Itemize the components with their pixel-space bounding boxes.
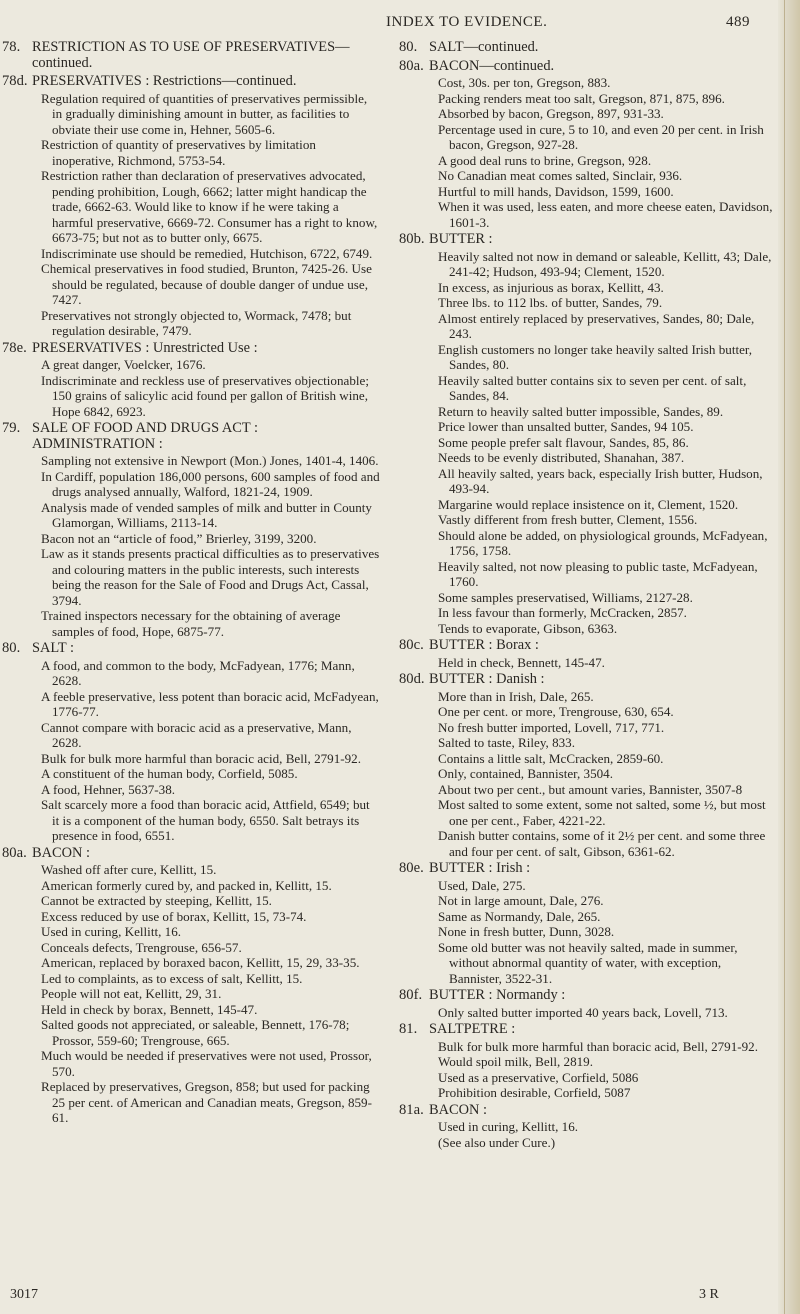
index-entry: Return to heavily salted butter impossible, Sandes, 89. bbox=[438, 403, 724, 419]
index-entry: Cost, 30s. per ton, Gregson, 883. bbox=[438, 75, 611, 90]
index-entry: American, replaced by boraxed bacon, Kellitt, 15, 29, 33-35. bbox=[41, 955, 360, 970]
section-number: 81. bbox=[399, 1021, 418, 1037]
index-entry: Much would be needed if preservatives were not used, Prossor, 570. bbox=[41, 1048, 372, 1079]
index-entry: Cannot compare with boracic acid as a preservative, Mann, 2628. bbox=[41, 719, 352, 750]
index-entry: Some people prefer salt flavour, Sandes, 85, 86. bbox=[438, 434, 689, 450]
index-entry: Analysis made of vended samples of milk and butter in County Glamorgan, Williams, 2113-14. bbox=[41, 499, 372, 530]
index-section bbox=[399, 861, 773, 986]
section-number: 80b. bbox=[399, 231, 425, 247]
section-number: 80. bbox=[2, 640, 21, 656]
section-body bbox=[32, 40, 380, 72]
index-entry: Regulation required of quantities of preservatives permissible, in gradually diminishing amount in butter, as facilities to obviate their use come in, Hehner, 5605-6. bbox=[41, 90, 368, 137]
index-entry: Salted to taste, Riley, 833. bbox=[438, 735, 575, 750]
section-number: 78. bbox=[2, 39, 21, 55]
section-body bbox=[429, 40, 773, 57]
section-heading: BACON—continued. bbox=[429, 57, 555, 74]
index-entry: People will not eat, Kellitt, 29, 31. bbox=[41, 986, 222, 1001]
index-entry: All heavily salted, years back, especially Irish butter, Hudson, 493-94. bbox=[438, 465, 763, 496]
index-entry: Excess reduced by use of borax, Kellitt, 15, 73-74. bbox=[41, 908, 307, 924]
index-section bbox=[2, 40, 380, 72]
section-body bbox=[32, 74, 380, 339]
index-entry: More than in Irish, Dale, 265. bbox=[438, 688, 594, 704]
section-body bbox=[429, 638, 773, 670]
index-entry: Salted goods not appreciated, or saleable, Bennett, 176-78; Prossor, 559-60; Trengrouse, 665. bbox=[41, 1017, 350, 1048]
index-entry: Restriction of quantity of preservatives by limitation inoperative, Richmond, 5753-54. bbox=[41, 137, 316, 168]
section-heading: SALE OF FOOD AND DRUGS ACT : ADMINISTRATION : bbox=[32, 420, 259, 452]
section-heading: PRESERVATIVES : Unrestricted Use : bbox=[32, 339, 258, 356]
index-entry: Margarine would replace insistence on it, Clement, 1520. bbox=[438, 496, 739, 512]
index-entry: Needs to be evenly distributed, Shanahan, 387. bbox=[438, 450, 685, 465]
section-body bbox=[429, 59, 773, 231]
index-entry: Packing renders meat too salt, Gregson, 871, 875, 896. bbox=[438, 90, 725, 106]
index-entry: Held in check by borax, Bennett, 145-47. bbox=[41, 1001, 258, 1017]
index-entry: In Cardiff, population 186,000 persons, 600 samples of food and drugs analysed annually, Walford, 1821-24, 1909. bbox=[41, 468, 380, 499]
index-entry: One per cent. or more, Trengrouse, 630, 654. bbox=[438, 704, 674, 719]
index-entry: None in fresh butter, Dunn, 3028. bbox=[438, 924, 615, 939]
page-title: INDEX TO EVIDENCE. bbox=[386, 14, 548, 30]
index-entry: No fresh butter imported, Lovell, 717, 771. bbox=[438, 719, 665, 735]
index-entry: Salt scarcely more a food than boracic acid, Attfield, 6549; but it is a component of the human body, 6550. Salt betrays its presence in food, 6551. bbox=[41, 797, 370, 843]
index-entry: Led to complaints, as to excess of salt, Kellitt, 15. bbox=[41, 970, 303, 986]
section-body bbox=[429, 672, 773, 859]
index-entry: Law as it stands presents practical difficulties as to preservatives and colouring matters in the public interests, such interests being the reason for the Sale of Food and Drugs Act, Cassal, 3794. bbox=[41, 546, 380, 608]
index-section bbox=[399, 40, 773, 57]
section-number: 80. bbox=[399, 39, 418, 55]
section-body bbox=[429, 1103, 773, 1151]
index-entry: Washed off after cure, Kellitt, 15. bbox=[41, 862, 217, 877]
index-entry: Same as Normandy, Dale, 265. bbox=[438, 908, 601, 924]
section-number: 80a. bbox=[399, 57, 424, 74]
index-entry: A constituent of the human body, Corfield, 5085. bbox=[41, 766, 298, 781]
index-section bbox=[399, 232, 773, 636]
index-section bbox=[2, 641, 380, 844]
page-edge bbox=[778, 0, 800, 1314]
section-number: 79. bbox=[2, 420, 21, 436]
index-entry: Some old butter was not heavily salted, made in summer, without abnormal quantity of water, with exception, Bannister, 3522-31. bbox=[438, 939, 738, 986]
section-body bbox=[32, 641, 380, 844]
section-heading: BACON : bbox=[429, 1101, 487, 1118]
section-number: 81a. bbox=[399, 1101, 424, 1118]
index-entry: Should alone be added, on physiological grounds, McFadyean, 1756, 1758. bbox=[438, 527, 768, 558]
index-entry: Heavily salted butter contains six to seven per cent. of salt, Sandes, 84. bbox=[438, 372, 747, 403]
index-entry: No Canadian meat comes salted, Sinclair, 936. bbox=[438, 168, 683, 183]
section-heading: SALT : bbox=[32, 640, 74, 656]
index-entry: A food, Hehner, 5637-38. bbox=[41, 781, 176, 797]
index-section bbox=[2, 421, 380, 639]
index-entry: Price lower than unsalted butter, Sandes, 94 105. bbox=[438, 419, 694, 434]
index-entry: Bulk for bulk more harmful than boracic acid, Bell, 2791-92. bbox=[438, 1038, 758, 1054]
right-column bbox=[399, 40, 773, 1152]
index-section bbox=[399, 988, 773, 1020]
section-heading: BUTTER : Irish : bbox=[429, 860, 531, 876]
section-heading: PRESERVATIVES : Restrictions—continued. bbox=[32, 73, 297, 89]
index-entry: A great danger, Voelcker, 1676. bbox=[41, 357, 206, 372]
index-entry: Trained inspectors necessary for the obtaining of average samples of food, Hope, 6875-77. bbox=[41, 608, 341, 639]
index-entry: Bulk for bulk more harmful than boracic acid, Bell, 2791-92. bbox=[41, 750, 361, 766]
index-entry: Tends to evaporate, Gibson, 6363. bbox=[438, 620, 618, 636]
index-entry: In excess, as injurious as borax, Kellitt, 43. bbox=[438, 279, 664, 295]
section-body bbox=[32, 846, 380, 1126]
index-entry: Percentage used in cure, 5 to 10, and even 20 per cent. in Irish bacon, Gregson, 927-28. bbox=[438, 121, 764, 152]
index-section bbox=[399, 638, 773, 670]
index-entry: In less favour than formerly, McCracken, 2857. bbox=[438, 605, 687, 620]
section-number: 78e. bbox=[2, 339, 27, 356]
index-entry: Hurtful to mill hands, Davidson, 1599, 1600. bbox=[438, 183, 674, 199]
section-heading: RESTRICTION AS TO USE OF PRESERVATIVES—continued. bbox=[32, 39, 350, 71]
index-entry: About two per cent., but amount varies, Bannister, 3507-8 bbox=[438, 781, 743, 797]
index-entry: Contains a little salt, McCracken, 2859-60. bbox=[438, 750, 664, 766]
index-entry: American formerly cured by, and packed in, Kellitt, 15. bbox=[41, 877, 332, 893]
index-entry: Indiscriminate and reckless use of preservatives objectionable; 150 grains of salicylic acid found per gallon of British wine, Hope 6842, 6923. bbox=[41, 372, 369, 419]
index-entry: (See also under Cure.) bbox=[438, 1134, 556, 1150]
index-section bbox=[399, 672, 773, 859]
index-entry: Preservatives not strongly objected to, Wormack, 7478; but regulation desirable, 7479. bbox=[41, 307, 352, 338]
index-entry: A feeble preservative, less potent than boracic acid, McFadyean, 1776-77. bbox=[41, 688, 379, 719]
section-number: 80a. bbox=[2, 844, 27, 861]
section-heading: BACON : bbox=[32, 844, 90, 861]
index-entry: Used, Dale, 275. bbox=[438, 877, 526, 893]
section-body bbox=[429, 861, 773, 986]
section-heading: BUTTER : Normandy : bbox=[429, 987, 566, 1003]
index-entry: Absorbed by bacon, Gregson, 897, 931-33. bbox=[438, 106, 664, 121]
index-entry: Used in curing, Kellitt, 16. bbox=[438, 1119, 579, 1134]
section-number: 80e. bbox=[399, 860, 424, 876]
section-heading: SALT—continued. bbox=[429, 39, 539, 55]
section-body bbox=[429, 1022, 773, 1101]
index-entry: Most salted to some extent, some not salted, some ½, but most one per cent., Faber, 4221-22. bbox=[438, 797, 766, 828]
index-entry: Heavily salted, not now pleasing to public taste, McFadyean, 1760. bbox=[438, 558, 758, 589]
index-entry: Vastly different from fresh butter, Clement, 1556. bbox=[438, 512, 698, 527]
index-section bbox=[399, 1022, 773, 1101]
section-body bbox=[429, 232, 773, 636]
page-number: 489 bbox=[726, 14, 750, 30]
index-section bbox=[399, 1103, 773, 1151]
section-body bbox=[32, 421, 380, 639]
index-section bbox=[2, 74, 380, 339]
index-entry: Indiscriminate use should be remedied, Hutchison, 6722, 6749. bbox=[41, 245, 373, 261]
index-section bbox=[2, 341, 380, 420]
index-entry: Only, contained, Bannister, 3504. bbox=[438, 766, 613, 781]
index-entry: Cannot be extracted by steeping, Kellitt, 15. bbox=[41, 893, 272, 908]
section-heading: BUTTER : Borax : bbox=[429, 637, 539, 653]
index-entry: Would spoil milk, Bell, 2819. bbox=[438, 1054, 593, 1069]
section-number: 80c. bbox=[399, 637, 424, 653]
index-entry: A good deal runs to brine, Gregson, 928. bbox=[438, 152, 652, 168]
index-entry: Chemical preservatives in food studied, Brunton, 7425-26. Use should be regulated, because of double danger of undue use, 7427. bbox=[41, 261, 372, 307]
index-entry: English customers no longer take heavily salted Irish butter, Sandes, 80. bbox=[438, 341, 753, 372]
index-entry: Held in check, Bennett, 145-47. bbox=[438, 654, 605, 670]
section-heading: SALTPETRE : bbox=[429, 1021, 516, 1037]
section-heading: BUTTER : Danish : bbox=[429, 671, 545, 687]
gathering-mark: 3 R bbox=[699, 1287, 719, 1302]
section-number: 80d. bbox=[399, 671, 425, 687]
index-entry: Three lbs. to 112 lbs. of butter, Sandes, 79. bbox=[438, 295, 663, 310]
index-entry: Used in curing, Kellitt, 16. bbox=[41, 924, 182, 939]
index-entry: Almost entirely replaced by preservatives, Sandes, 80; Dale, 243. bbox=[438, 310, 755, 341]
index-entry: Replaced by preservatives, Gregson, 858; but used for packing 25 per cent. of American and Canadian meats, Gregson, 859-61. bbox=[41, 1079, 372, 1125]
index-section bbox=[399, 59, 773, 231]
index-entry: Bacon not an “article of food,” Brierley, 3199, 3200. bbox=[41, 530, 317, 546]
section-body bbox=[32, 341, 380, 420]
index-entry: Used as a preservative, Corfield, 5086 bbox=[438, 1069, 639, 1085]
section-number: 80f. bbox=[399, 987, 423, 1003]
index-section bbox=[2, 846, 380, 1126]
index-entry: Some samples preservatised, Williams, 2127-28. bbox=[438, 589, 693, 605]
section-number: 78d. bbox=[2, 73, 28, 89]
section-body bbox=[429, 988, 773, 1020]
index-entry: Restriction rather than declaration of preservatives advocated, pending prohibition, Lough, 6662; latter might handicap the trade, 6662-63. Would like to know if he were taking a harmful preservative, 6669-72. Consumer has a right to know, 6673-75; but not as to butter only, 6675. bbox=[41, 168, 378, 245]
section-heading: BUTTER : bbox=[429, 231, 493, 247]
index-entry: Sampling not extensive in Newport (Mon.) Jones, 1401-4, 1406. bbox=[41, 453, 379, 468]
index-entry: Conceals defects, Trengrouse, 656-57. bbox=[41, 939, 242, 955]
signature-mark: 3017 bbox=[10, 1287, 38, 1302]
index-entry: Only salted butter imported 40 years back, Lovell, 713. bbox=[438, 1004, 728, 1020]
index-entry: When it was used, less eaten, and more cheese eaten, Davidson, 1601-3. bbox=[438, 199, 773, 230]
index-entry: A food, and common to the body, McFadyean, 1776; Mann, 2628. bbox=[41, 657, 355, 688]
index-entry: Heavily salted not now in demand or saleable, Kellitt, 43; Dale, 241-42; Hudson, 493-94; Clement, 1520. bbox=[438, 248, 772, 279]
index-entry: Prohibition desirable, Corfield, 5087 bbox=[438, 1085, 631, 1100]
index-entry: Danish butter contains, some of it 2½ per cent. and some three and four per cent. of salt, Gibson, 6361-62. bbox=[438, 828, 766, 859]
left-column bbox=[2, 40, 380, 1128]
index-entry: Not in large amount, Dale, 276. bbox=[438, 893, 604, 908]
